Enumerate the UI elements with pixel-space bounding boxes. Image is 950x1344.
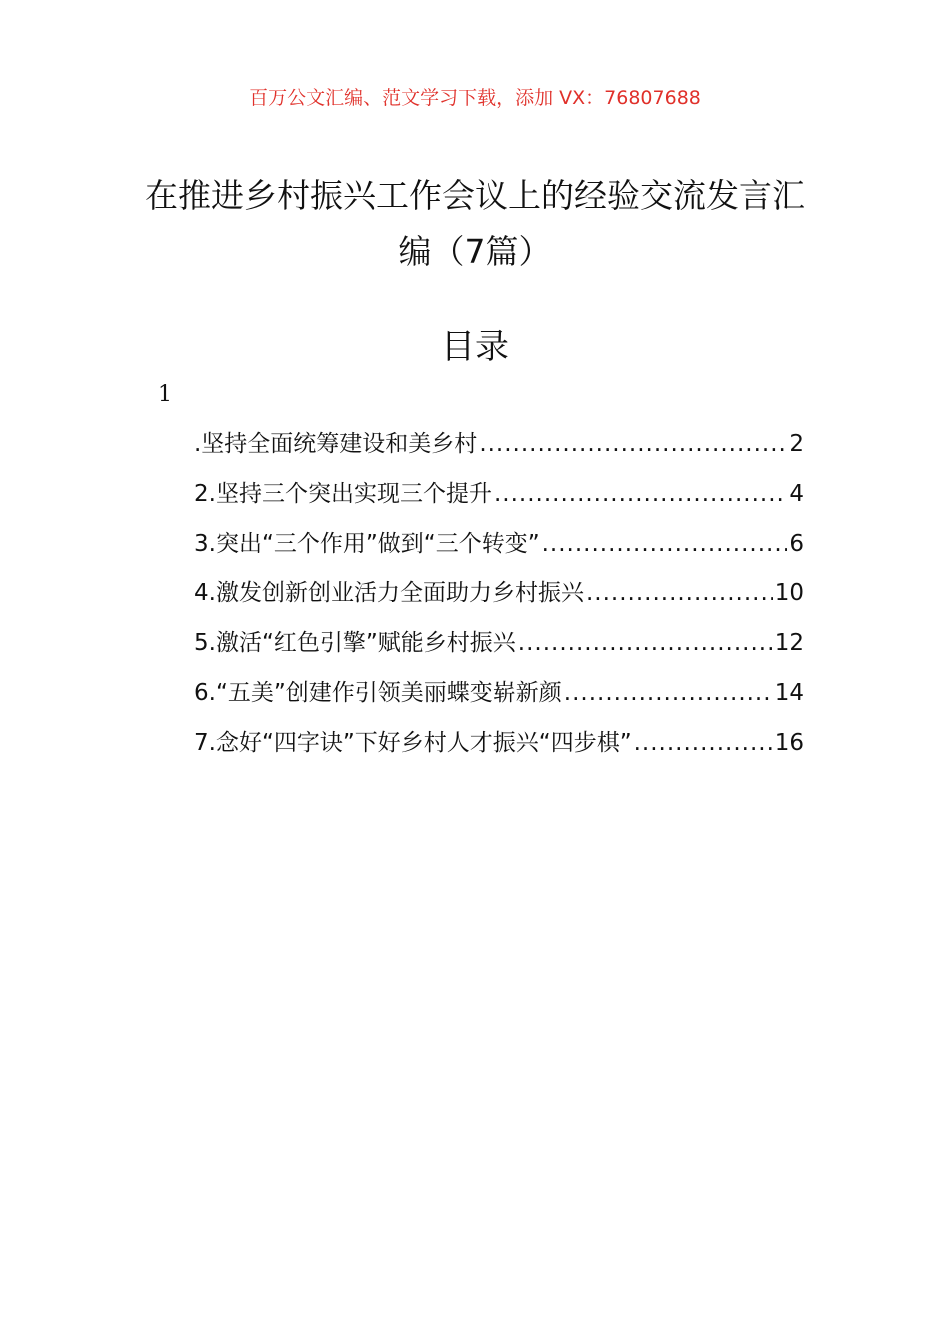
toc-entry-text: 5.激活“红色引擎”赋能乡村振兴	[194, 630, 516, 657]
toc-leader-dots	[494, 470, 787, 520]
toc-entry-page: 2	[789, 431, 804, 457]
toc-entry-page: 10	[774, 580, 804, 607]
document-title: 在推进乡村振兴工作会议上的经验交流发言汇编（7篇）	[145, 176, 805, 271]
toc-entry-4[interactable]	[194, 569, 804, 619]
toc-leader-dots	[586, 569, 773, 619]
toc-entry-2[interactable]	[194, 470, 804, 520]
toc-entry-1[interactable]	[194, 420, 804, 470]
table-of-contents	[194, 420, 804, 769]
toc-leader-dots	[518, 619, 773, 669]
toc-entry-text: 7.念好“四字诀”下好乡村人才振兴“四步棋”	[194, 729, 632, 756]
toc-heading: 目录	[441, 327, 509, 367]
toc-entry-text: 6.“五美”创建作引领美丽蝶变崭新颜	[194, 679, 562, 706]
toc-entry-page: 4	[789, 480, 804, 507]
toc-entry-text: 2.坚持三个突出实现三个提升	[194, 480, 492, 507]
toc-entry-page: 14	[774, 679, 804, 706]
toc-entry-text: 3.突出“三个作用”做到“三个转变”	[194, 530, 540, 557]
toc-entry-3[interactable]	[194, 520, 804, 570]
toc-entry-6[interactable]	[194, 669, 804, 719]
toc-entry-7[interactable]	[194, 719, 804, 769]
header-note: 百万公文汇编、范文学习下载，添加 VX：76807688	[249, 87, 701, 109]
toc-leader-dots	[564, 669, 773, 719]
toc-entry-text: 4.激发创新创业活力全面助力乡村振兴	[194, 580, 584, 607]
toc-entry-page: 16	[774, 729, 804, 756]
toc-entry-page: 12	[774, 630, 804, 657]
toc-entry-5[interactable]	[194, 619, 804, 669]
toc-leader-dots	[542, 520, 788, 570]
toc-leader-dots	[634, 719, 773, 769]
toc-entry-page: 6	[789, 530, 804, 557]
stray-number: 1	[158, 382, 172, 407]
toc-entry-text: .坚持全面统筹建设和美乡村	[194, 431, 478, 457]
toc-leader-dots	[479, 420, 787, 470]
